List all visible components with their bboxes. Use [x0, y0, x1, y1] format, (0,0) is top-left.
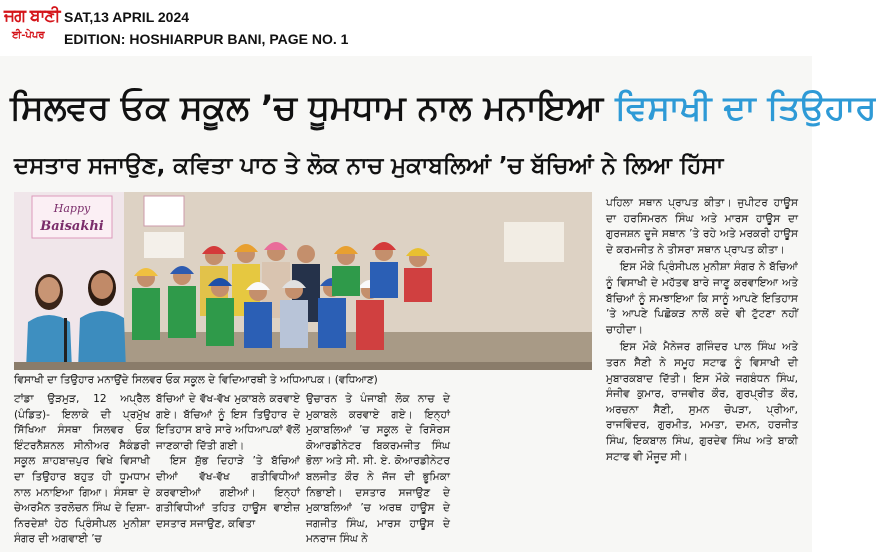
edition-info [64, 6, 348, 50]
photo-caption: ਵਿਸਾਖੀ ਦਾ ਤਿਉਹਾਰ ਮਨਾਉਂਦੇ ਸਿਲਵਰ ਓਕ ਸਕੂਲ ਦੇ ਵਿਦਿਆਰਥੀ ਤੇ ਅਧਿਆਪਕ। (ਵਧਿਆਣ) [14, 374, 378, 386]
article-column-1 [14, 392, 150, 550]
logo-text: ਜਗ ਬਾਣੀ [4, 6, 60, 26]
headline-part-2: ਵਿਸਾਖੀ ਦਾ ਤਿਉਹਾਰ [615, 88, 876, 128]
subheadline: ਦਸਤਾਰ ਸਜਾਉਣ, ਕਵਿਤਾ ਪਾਠ ਤੇ ਲੋਕ ਨਾਚ ਮੁਕਾਬਲਿਆਂ ’ਚ ਬੱਚਿਆਂ ਨੇ ਲਿਆ ਹਿੱਸਾ [14, 153, 724, 179]
news-photo [14, 192, 592, 370]
paragraph: ਇਸ ਮੌਕੇ ਪ੍ਰਿੰਸੀਪਲ ਮੁਨੀਸ਼ਾ ਸੰਗਰ ਨੇ ਬੱਚਿਆਂ ਨੂੰ ਵਿਸਾਖੀ ਦੇ ਮਹੱਤਵ ਬਾਰੇ ਜਾਣੂ ਕਰਵਾਇਆ ਅਤੇ ਬੱਚਿਆਂ ਨੂੰ ਸਮਝਾਇਆ ਕਿ ਸਾਨੂੰ ਆਪਣੇ ਇਤਿਹਾਸ ’ਤੇ ਆਪਣੇ ਪਿਛੋਕੜ ਨਾਲੋਂ ਕਦੇ ਵੀ ਟੁੱਟਣਾ ਨਹੀਂ ਚਾਹੀਦਾ। [606, 261, 798, 336]
paragraph: ਟਾਂਡਾ ਉੜਮੁੜ, 12 ਅਪ੍ਰੈਲ (ਪੰਡਿਤ)- ਇਲਾਕੇ ਦੀ ਪ੍ਰਮੁੱਖ ਸਿੱਖਿਆ ਸੰਸਥਾ ਸਿਲਵਰ ਓਕ ਇੰਟਰਨੈਸ਼ਨਲ ਸੀਨੀਅਰ ਸੈਕੰਡਰੀ ਸਕੂਲ ਸ਼ਾਹਬਾਜ਼ਪੁਰ ਵਿਖੇ ਵਿਸਾਖੀ ਦਾ ਤਿਉਹਾਰ ਬਹੁਤ ਹੀ ਧੂਮਧਾਮ ਨਾਲ ਮਨਾਇਆ ਗਿਆ। ਸੰਸਥਾ ਦੇ ਚੇਅਰਮੈਨ ਤਰਲੋਚਨ ਸਿੰਘ ਦੇ ਦਿਸ਼ਾ-ਨਿਰਦੇਸ਼ਾਂ ਹੇਠ ਪ੍ਰਿੰਸੀਪਲ ਮੁਨੀਸ਼ਾ ਸੰਗਰ ਦੀ ਅਗਵਾਈ ’ਚ [14, 393, 150, 546]
article-column-4 [606, 196, 798, 550]
logo-subtext: ਈ-ਪੇਪਰ [12, 30, 45, 41]
photo-illustration [14, 192, 592, 370]
masthead-bar [0, 0, 812, 56]
paragraph: ਪਹਿਲਾ ਸਥਾਨ ਪ੍ਰਾਪਤ ਕੀਤਾ। ਜੁਪੀਟਰ ਹਾਊਸ ਦਾ ਹਰਸਿਮਰਨ ਸਿੰਘ ਅਤੇ ਮਾਰਸ ਹਾਊਸ ਦਾ ਗੁਰਜਸ਼ਨ ਦੂਜੇ ਸਥਾਨ ’ਤੇ ਰਹੇ ਅਤੇ ਮਰਕਰੀ ਹਾਊਸ ਦੇ ਕਰਮਜੀਤ ਨੇ ਤੀਸਰਾ ਸਥਾਨ ਪ੍ਰਾਪਤ ਕੀਤਾ। [606, 197, 798, 256]
paragraph: ਉਚਾਰਨ ਤੇ ਪੰਜਾਬੀ ਲੋਕ ਨਾਚ ਦੇ ਮੁਕਾਬਲੇ ਕਰਵਾਏ ਗਏ। ਇਨ੍ਹਾਂ ਮੁਕਾਬਲਿਆਂ ’ਚ ਸਕੂਲ ਦੇ ਰਿਸੋਰਸ ਕੋਆਰਡੀਨੇਟਰ ਬਿਕਰਮਜੀਤ ਸਿੰਘ ਭੋਲਾ ਅਤੇ ਸੀ. ਸੀ. ਏ. ਕੋਆਰਡੀਨੇਟਰ ਬਲਜੀਤ ਕੌਰ ਨੇ ਜੱਜ ਦੀ ਭੂਮਿਕਾ ਨਿਭਾਈ। ਦਸਤਾਰ ਸਜਾਉਣ ਦੇ ਮੁਕਾਬਲਿਆਂ ’ਚ ਅਰਥ ਹਾਊਸ ਦੇ ਜਗਜੀਤ ਸਿੰਘ, ਮਾਰਸ ਹਾਊਸ ਦੇ ਮਨਰਾਜ ਸਿੰਘ ਨੇ [306, 393, 450, 546]
jagbani-logo [4, 4, 60, 50]
paragraph: ਇਸ ਮੌਕੇ ਮੈਨੇਜਰ ਗਜਿੰਦਰ ਪਾਲ ਸਿੰਘ ਅਤੇ ਤਰਨ ਸੈਣੀ ਨੇ ਸਮੂਹ ਸਟਾਫ ਨੂੰ ਵਿਸਾਖੀ ਦੀ ਮੁਬਾਰਕਬਾਦ ਦਿੱਤੀ। ਇਸ ਮੌਕੇ ਜਗਬੰਧਨ ਸਿੰਘ, ਸੰਜੀਵ ਕੁਮਾਰ, ਰਾਜਵੀਰ ਕੌਰ, ਗੁਰਪ੍ਰੀਤ ਕੌਰ, ਅਰਚਨਾ ਸੈਣੀ, ਸੁਮਨ ਚੋਪੜਾ, ਪ੍ਰੀਆ, ਰਾਜਵਿੰਦਰ, ਗੁਰਮੀਤ, ਮਮਤਾ, ਦਮਨ, ਹਰਜੀਤ ਸਿੰਘ, ਇਕਬਾਲ ਸਿੰਘ, ਗੁਰਦੇਵ ਸਿੰਘ ਅਤੇ ਬਾਕੀ ਸਟਾਫ ਵੀ ਮੌਜੂਦ ਸੀ। [606, 341, 798, 463]
edition-name: EDITION: HOSHIARPUR BANI, PAGE NO. 1 [64, 31, 349, 47]
headline-part-1: ਸਿਲਵਰ ਓਕ ਸਕੂਲ ’ਚ ਧੂਮਧਾਮ ਨਾਲ ਮਨਾਇਆ [10, 88, 604, 128]
article-column-3 [306, 392, 450, 550]
banner-word-2: Baisakhi [40, 219, 104, 234]
article-column-2 [156, 392, 300, 550]
banner-word-1: Happy [53, 202, 91, 215]
paragraph: ਬੱਚਿਆਂ ਦੇ ਵੱਖ-ਵੱਖ ਮੁਕਾਬਲੇ ਕਰਵਾਏ ਗਏ। ਬੱਚਿਆਂ ਨੂੰ ਇਸ ਤਿਉਹਾਰ ਦੇ ਇਤਿਹਾਸ ਬਾਰੇ ਸਾਰੇ ਅਧਿਆਪਕਾਂ ਵੱਲੋਂ ਜਾਣਕਾਰੀ ਦਿੱਤੀ ਗਈ। [156, 393, 300, 452]
paragraph: ਇਸ ਸ਼ੁੱਭ ਦਿਹਾੜੇ ’ਤੇ ਬੱਚਿਆਂ ਦੀਆਂ ਵੱਖ-ਵੱਖ ਗਤੀਵਿਧੀਆਂ ਕਰਵਾਈਆਂ ਗਈਆਂ। ਇਨ੍ਹਾਂ ਗਤੀਵਿਧੀਆਂ ਤਹਿਤ ਹਾਊਸ ਵਾਈਜ਼ ਦਸਤਾਰ ਸਜਾਉਣ, ਕਵਿਤਾ [156, 455, 300, 530]
headline [10, 86, 876, 134]
edition-date: SAT,13 APRIL 2024 [64, 9, 190, 25]
